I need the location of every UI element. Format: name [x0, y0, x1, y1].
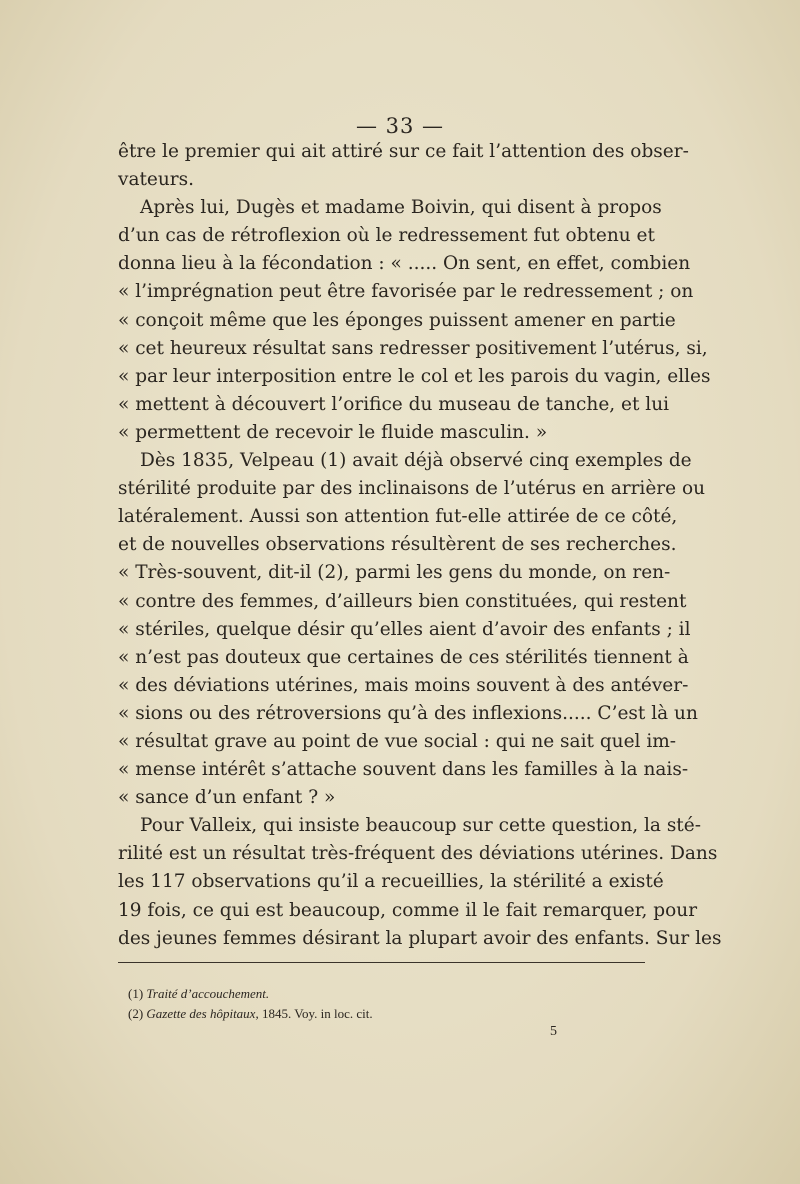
text-line: « l’imprégnation peut être favorisée par le redressement ; on — [118, 281, 694, 303]
text-line: d’un cas de rétroflexion où le redressement fut obtenu et — [118, 225, 655, 247]
text-line: des jeunes femmes désirant la plupart avoir des enfants. Sur les — [118, 927, 722, 949]
text-line: rilité est un résultat très-fréquent des déviations utérines. Dans — [118, 843, 718, 865]
text-line: 19 fois, ce qui est beaucoup, comme il le fait remarquer, pour — [118, 899, 698, 921]
footnote-marker: (1) — [128, 986, 144, 1001]
text-line: « permettent de recevoir le fluide masculin. » — [118, 421, 548, 443]
text-line: « mettent à découvert l’orifice du museau de tanche, et lui — [118, 393, 670, 415]
text-line: « contre des femmes, d’ailleurs bien constituées, qui restent — [118, 590, 687, 612]
text-line: « conçoit même que les éponges puissent amener en partie — [118, 309, 676, 331]
footnote-title: Traité d’accouchement. — [146, 986, 270, 1001]
footnote-1 — [128, 984, 628, 1004]
text-line: « résultat grave au point de vue social : qui ne sait quel im- — [118, 730, 677, 752]
footnotes — [128, 984, 628, 1024]
text-line: « mense intérêt s’attache souvent dans les familles à la nais- — [118, 759, 689, 781]
signature-mark: 5 — [550, 1024, 557, 1039]
text-line: « Très-souvent, dit-il (2), parmi les gens du monde, on ren- — [118, 562, 671, 584]
text-line: stérilité produite par des inclinaisons de l’utérus en arrière ou — [118, 478, 706, 500]
text-line: « sions ou des rétroversions qu’à des inflexions..... C’est là un — [118, 702, 698, 724]
footnote-rest: 1845. Voy. in loc. cit. — [258, 1006, 373, 1021]
text-line: Dès 1835, Velpeau (1) avait déjà observé cinq exemples de — [140, 450, 692, 472]
footnote-divider — [118, 962, 645, 963]
text-line: « stériles, quelque désir qu’elles aient d’avoir des enfants ; il — [118, 618, 691, 640]
text-line: être le premier qui ait attiré sur ce fait l’attention des obser- — [118, 141, 689, 162]
footnote-marker: (2) — [128, 1006, 144, 1021]
text-line: et de nouvelles observations résultèrent de ses recherches. — [118, 534, 677, 556]
text-line: latéralement. Aussi son attention fut-elle attirée de ce côté, — [118, 506, 678, 528]
text-line: donna lieu à la fécondation : « ..... On sent, en effet, combien — [118, 253, 691, 275]
text-line: Après lui, Dugès et madame Boivin, qui disent à propos — [140, 197, 662, 219]
page-number: — 33 — — [355, 114, 445, 138]
text-line: Pour Valleix, qui insiste beaucoup sur cette question, la sté- — [140, 815, 701, 837]
text-line: « cet heureux résultat sans redresser positivement l’utérus, si, — [118, 337, 708, 359]
text-line: « des déviations utérines, mais moins souvent à des antéver- — [118, 674, 689, 696]
footnote-title: Gazette des hôpitaux, — [146, 1006, 259, 1021]
footnote-2 — [128, 1004, 628, 1024]
text-line: « n’est pas douteux que certaines de ces stérilités tiennent à — [118, 646, 689, 668]
text-line: vateurs. — [118, 169, 194, 191]
text-line: « sance d’un enfant ? » — [118, 787, 336, 809]
body-text — [118, 138, 722, 953]
text-line: « par leur interposition entre le col et les parois du vagin, elles — [118, 365, 711, 387]
text-line: les 117 observations qu’il a recueillies, la stérilité a existé — [118, 871, 664, 893]
